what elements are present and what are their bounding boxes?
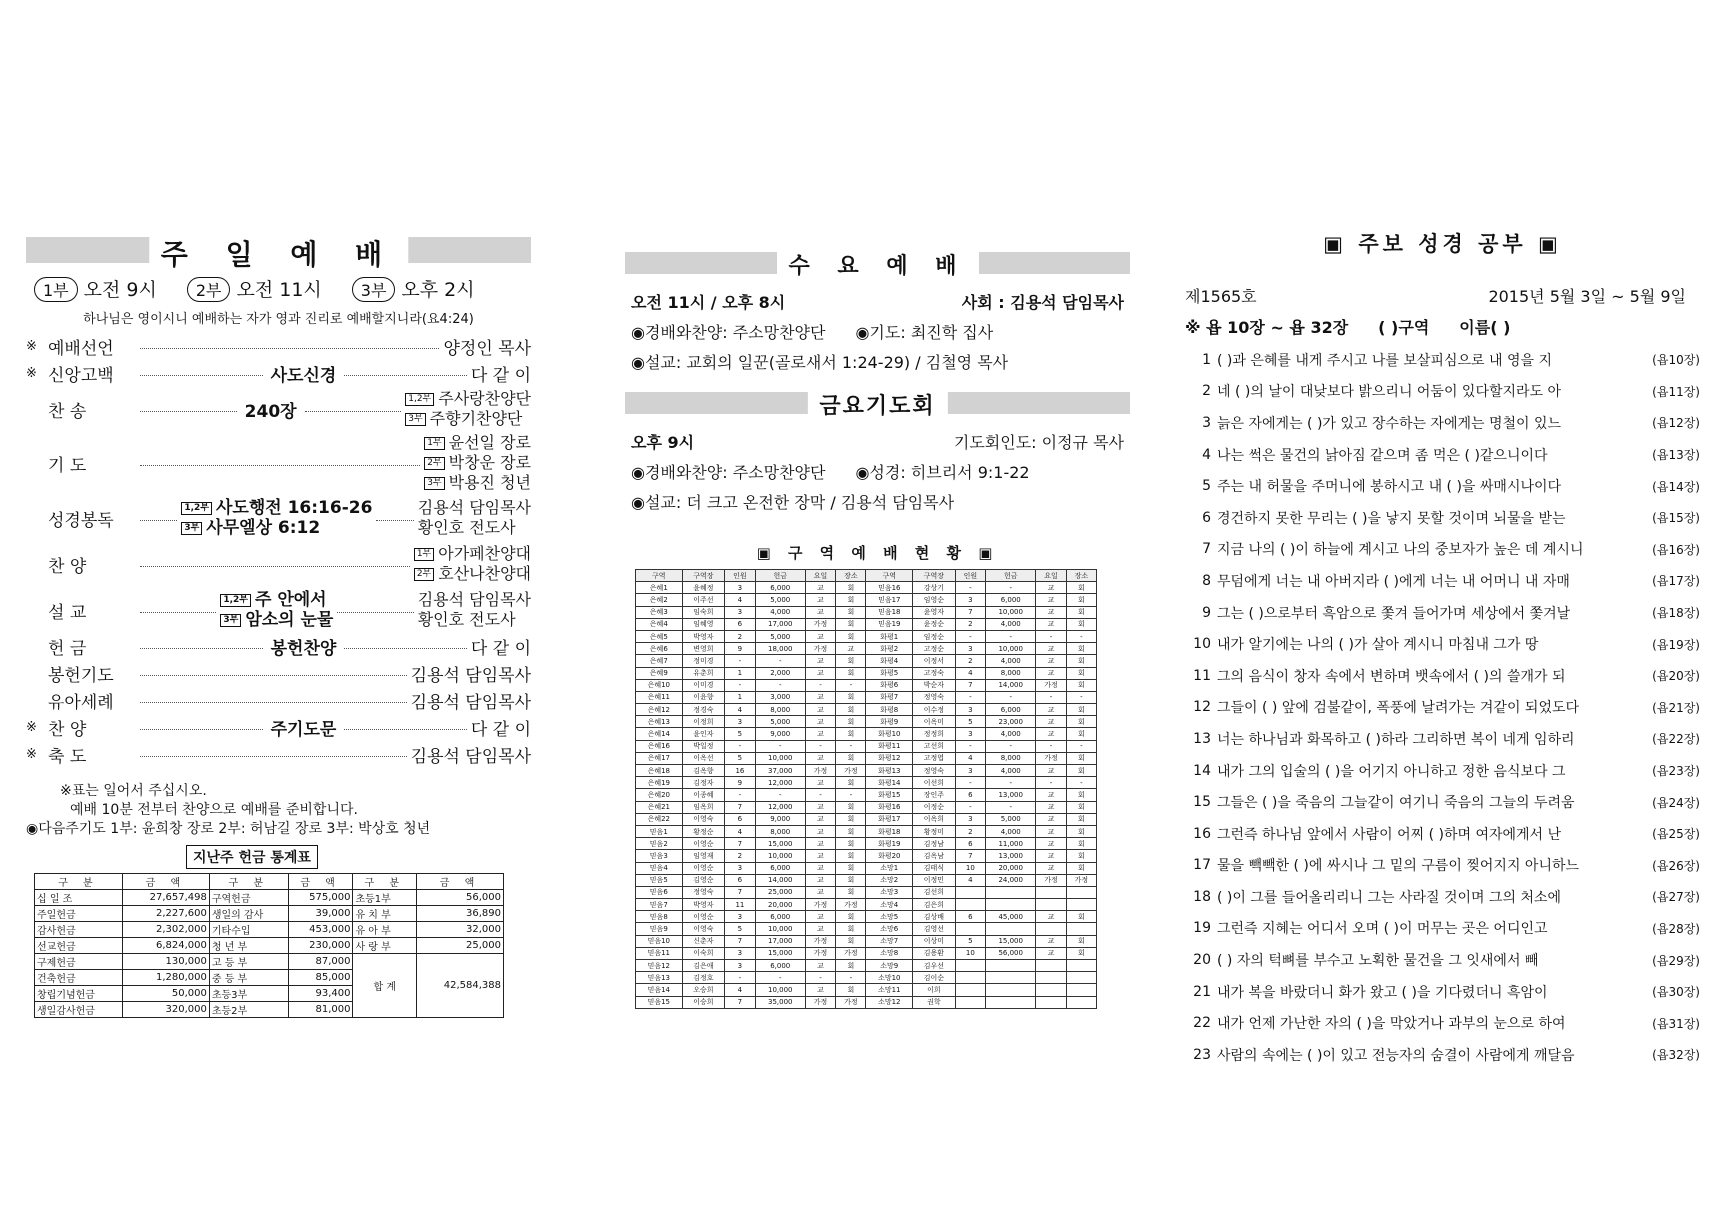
study-question: 17 물을 빽빽한 ( )에 싸시나 그 밑의 구름이 찢어지지 아니하느 (욥26장) xyxy=(1193,857,1700,875)
order-sermon: 설 교 1,2부 주 안에서 3부 암소의 눈물 김용석 담임목사 황인호 전도사 xyxy=(48,590,531,630)
district-row: 은혜4 임혜영 6 17,000 가정 회 믿음19 윤정순 2 4,000 교 회 xyxy=(636,618,1097,630)
study-question: 3 늙은 자에게는 ( )가 있고 장수하는 자에게는 명철이 있느 (욥12장) xyxy=(1202,414,1700,432)
district-row: 믿음7 박영자 11 20,000 가정 가정 소망4 김은희 xyxy=(636,899,1097,911)
prepare-note: 예배 10분 전부터 찬양으로 예배를 준비합니다. xyxy=(70,802,358,818)
offering-row: 생일감사헌금 320,000 초등2부 81,000 xyxy=(35,1002,504,1018)
district-row: 은혜5 박영자 2 5,000 교 회 화평1 임정순 - - - - xyxy=(636,630,1097,642)
study-question: 10 내가 알기에는 나의 ( )가 살아 계시니 마침내 그가 땅 (욥19장) xyxy=(1193,636,1700,654)
issue-number: 제1565호 xyxy=(1185,287,1257,306)
total-label: 합 계 xyxy=(353,954,417,1018)
district-row: 은혜1 윤혜정 3 6,000 교 회 믿음16 강상기 - - 교 회 xyxy=(636,582,1097,594)
service-time-2: 2부 오전 11시 xyxy=(187,275,322,302)
bible-study-title: ▣ 주보 성경 공부 ▣ xyxy=(1323,232,1562,256)
offering-table xyxy=(34,873,504,1018)
order-praise: 찬 양 1부 아가페찬양대 2부 호산나찬양대 xyxy=(48,544,531,583)
order-reading: 성경봉독 1,2부 사도행전 16:16-26 3부 사무엘상 6:12 김용석 담임목사 황인호 전도사 xyxy=(48,498,532,538)
order-prayer: 기 도 1부 윤선일 장로 2부 박창운 장로 3부 박용진 청년 xyxy=(48,433,531,492)
district-row: 믿음4 이영순 3 6,000 교 회 소망1 김태식 10 20,000 교 회 xyxy=(636,862,1097,874)
district-title: ▣ 구 역 예 배 현 황 ▣ xyxy=(756,544,999,562)
district-row: 은혜16 박일정 - - - - 화평11 고선희 - - - - xyxy=(636,740,1097,752)
district-row: 은혜12 정경숙 4 8,000 교 회 화평8 이수정 3 6,000 교 회 xyxy=(636,704,1097,716)
study-question: 15 그들은 ( )을 죽음의 그늘같이 여기니 죽음의 그늘의 두려움 (욥24장) xyxy=(1193,794,1700,812)
offering-row: 선교헌금 6,824,000 청 년 부 230,000 사 랑 부 25,000 xyxy=(35,938,504,954)
district-row: 은혜3 임숙희 3 4,000 교 회 믿음18 윤영자 7 10,000 교 회 xyxy=(636,606,1097,618)
next-prayer: ◉다음주기도 1부: 윤희창 장로 2부: 허남길 장로 3부: 박상호 청년 xyxy=(26,821,431,837)
study-question: 14 내가 그의 입술의 ( )을 어기지 아니하고 정한 음식보다 그 (욥23장) xyxy=(1193,762,1700,780)
study-question: 12 그들이 ( ) 앞에 검불같이, 폭풍에 날려가는 겨같이 되었도다 (욥21장) xyxy=(1193,699,1700,717)
offering-row: 구제헌금 130,000 고 등 부 87,000 합 계 42,584,388 xyxy=(35,954,504,970)
order-infant-baptism: 유아세례 김용석 담임목사 xyxy=(48,693,531,713)
district-row: 믿음14 오승희 4 10,000 교 회 소망11 이희 xyxy=(636,984,1097,996)
study-question: 13 너는 하나님과 화목하고 ( )하라 그리하면 복이 네게 임하리 (욥22장) xyxy=(1193,730,1700,748)
district-row: 은혜13 이정희 3 5,000 교 회 화평9 이옥미 5 23,000 교 회 xyxy=(636,716,1097,728)
bible-study-column xyxy=(1185,228,1700,1071)
study-question: 18 ( )이 그를 들어올리리니 그는 사라질 것이며 그의 처소에 (욥27장) xyxy=(1193,888,1700,906)
sunday-times xyxy=(34,275,531,302)
study-question: 5 주는 내 허물을 주머니에 봉하시고 내 ( )을 싸매시나이다 (욥14장) xyxy=(1202,478,1700,496)
district-header: 구역 구역장 인원 헌금 요일 장소 구역 구역장 인원 헌금 요일 장소 xyxy=(636,570,1097,582)
district-row: 은혜11 이윤향 1 3,000 교 회 화평7 정영숙 - - - - xyxy=(636,691,1097,703)
wednesday-title: 수 요 예 배 xyxy=(777,249,979,280)
district-row: 믿음10 신춘자 7 17,000 가정 회 소망7 이상미 5 15,000 교 회 xyxy=(636,935,1097,947)
study-question: 20 ( ) 자의 턱뼈를 부수고 노획한 물건을 그 잇새에서 빼 (욥29장) xyxy=(1193,952,1700,970)
study-question: 23 사람의 속에는 ( )이 있고 전능자의 숨결이 사람에게 깨달음 (욥32장) xyxy=(1193,1046,1700,1064)
district-row: 은혜9 유춘희 1 2,000 교 회 화평5 고정숙 4 8,000 교 회 xyxy=(636,667,1097,679)
sunday-service-column xyxy=(26,235,531,1018)
district-row: 믿음15 이승희 7 35,000 가정 가정 소망12 권학 xyxy=(636,996,1097,1008)
study-question: 8 무덤에게 너는 내 아버지라 ( )에게 너는 내 어머니 내 자매 (욥17장) xyxy=(1202,572,1700,590)
offering-row: 주일헌금 2,227,600 생일의 감사 39,000 유 치 부 36,890 xyxy=(35,906,504,922)
offering-row: 십 일 조 27,657,498 구역헌금 575,000 초등1부 56,000 xyxy=(35,890,504,906)
district-table xyxy=(635,569,1097,1009)
district-row: 믿음9 이영숙 5 10,000 교 회 소망6 김영선 xyxy=(636,923,1097,935)
offering-row: 창립기념헌금 50,000 초등3부 93,400 xyxy=(35,986,504,1002)
order-offering-prayer: 봉헌기도 김용석 담임목사 xyxy=(48,666,531,686)
friday-worship-row: ◉경배와찬양: 주소망찬양단 ◉성경: 히브리서 9:1-22 xyxy=(631,462,1030,482)
district-row: 믿음11 이숙희 3 15,000 가정 가정 소망8 김용환 10 56,000 교 회 xyxy=(636,947,1097,959)
offering-row: 감사헌금 2,302,000 기타수입 453,000 유 아 부 32,000 xyxy=(35,922,504,938)
study-question: 21 내가 복을 바랐더니 화가 왔고 ( )을 기다렸더니 흑암이 (욥30장) xyxy=(1193,983,1700,1001)
total-value: 42,584,388 xyxy=(417,954,504,1018)
district-blank: ( )구역 xyxy=(1378,318,1430,337)
district-row: 은혜6 변영희 9 18,000 가정 교 화평2 고정순 3 10,000 교 회 xyxy=(636,643,1097,655)
district-row: 은혜14 윤인자 5 9,000 교 회 화평10 정정희 3 4,000 교 회 xyxy=(636,728,1097,740)
friday-time-row: 오후 9시 기도회인도: 이정규 목사 xyxy=(631,432,1124,452)
study-question: 6 경건하지 못한 무리는 ( )을 낳지 못할 것이며 뇌물을 받는 (욥15장) xyxy=(1202,509,1700,527)
district-row: 은혜22 이영숙 6 9,000 교 회 화평17 이옥희 3 5,000 교 회 xyxy=(636,813,1097,825)
study-question: 19 그런즉 지혜는 어디서 오며 ( )이 머무는 곳은 어디인고 (욥28장) xyxy=(1193,920,1700,938)
offering-header: 구 분 금 액 구 분 금 액 구 분 금 액 xyxy=(35,874,504,890)
order-benediction: ※ 축 도 김용석 담임목사 xyxy=(26,747,531,767)
question-list xyxy=(1185,344,1700,1071)
issue-date: 2015년 5월 3일 ~ 5월 9일 xyxy=(1488,287,1686,306)
study-question: 4 나는 썩은 물건의 낡아짐 같으며 좀 먹은 ( )같으니이다 (욥13장) xyxy=(1202,446,1700,464)
friday-title: 금요기도회 xyxy=(807,389,947,420)
service-time-3: 3부 오후 2시 xyxy=(352,275,475,302)
offering-row: 건축헌금 1,280,000 중 등 부 85,000 xyxy=(35,970,504,986)
district-row: 은혜19 김정자 9 12,000 교 회 화평14 이선희 - - - - xyxy=(636,777,1097,789)
district-row: 믿음12 김은애 3 6,000 교 회 소망9 김우선 xyxy=(636,960,1097,972)
friday-title-bar xyxy=(625,390,1130,419)
study-question: 11 그의 음식이 창자 속에서 변하며 뱃속에서 ( )의 쓸개가 되 (욥20장) xyxy=(1193,667,1700,685)
wednesday-title-bar xyxy=(625,250,1130,279)
bible-study-header xyxy=(1185,284,1700,307)
district-row: 은혜17 이옥선 5 10,000 교 회 화평12 고정엽 4 8,000 가정 회 xyxy=(636,752,1097,764)
district-row: 믿음8 이영순 3 6,000 교 회 소망5 김상배 6 45,000 교 회 xyxy=(636,911,1097,923)
wednesday-time-row: 오전 11시 / 오후 8시 사회 : 김용석 담임목사 xyxy=(631,292,1124,312)
wednesday-worship-row: ◉경배와찬양: 주소망찬양단 ◉기도: 최진학 집사 xyxy=(631,322,994,342)
wednesday-sermon: ◉설교: 교회의 일꾼(골로새서 1:24-29) / 김철영 목사 xyxy=(631,352,1009,372)
district-row: 은혜18 김옥향 16 37,000 가정 가정 화평13 정영숙 3 4,000 교 회 xyxy=(636,765,1097,777)
order-creed: ※ 신앙고백 사도신경 다 같 이 xyxy=(26,366,531,386)
friday-sermon: ◉설교: 더 크고 온전한 장막 / 김용석 담임목사 xyxy=(631,492,955,512)
district-row: 믿음6 정영숙 7 25,000 교 회 소망3 김선희 xyxy=(636,886,1097,898)
sunday-title: 주 일 예 배 xyxy=(149,233,408,273)
study-question: 16 그런즉 하나님 앞에서 사람이 어찌 ( )하며 여자에게서 난 (욥25장) xyxy=(1193,825,1700,843)
sunday-title-bar xyxy=(26,235,531,271)
order-hymn: 찬 송 240장 1,2부 주사랑찬양단 3부 주향기찬양단 xyxy=(48,389,531,428)
study-question: 22 내가 언제 가난한 자의 ( )을 막았거나 과부의 눈으로 하여 (욥31장) xyxy=(1193,1015,1700,1033)
service-time-1: 1부 오전 9시 xyxy=(34,275,157,302)
study-range-row: ※ 욥 10장 ~ 욥 32장 ( )구역 이름( ) xyxy=(1185,315,1700,338)
district-row: 믿음3 임영재 2 10,000 교 회 화평20 김옥남 7 13,000 교 회 xyxy=(636,850,1097,862)
district-row: 은혜20 이종혜 - - - - 화평15 장인주 6 13,000 교 회 xyxy=(636,789,1097,801)
weekday-services-column xyxy=(625,250,1130,1009)
district-row: 믿음2 이영순 7 15,000 교 회 화평19 김정남 6 11,000 교 회 xyxy=(636,838,1097,850)
study-question: 1 ( )과 은혜를 내게 주시고 나를 보살피심으로 내 영을 지 (욥10장) xyxy=(1202,351,1700,369)
order-call: ※ 예배선언 양정인 목사 xyxy=(26,339,531,359)
study-question: 7 지금 나의 ( )이 하늘에 계시고 나의 중보자가 높은 데 계시니 (욥16장) xyxy=(1202,541,1700,559)
district-row: 은혜2 이주선 4 5,000 교 회 믿음17 임영순 3 6,000 교 회 xyxy=(636,594,1097,606)
district-row: 믿음13 김정호 - - - - 소망10 김이순 xyxy=(636,972,1097,984)
district-row: 은혜21 임옥희 7 12,000 교 회 화평16 이정순 - - 교 회 xyxy=(636,801,1097,813)
study-question: 9 그는 ( )으로부터 흑암으로 쫓겨 들어가며 세상에서 쫓겨날 (욥18장) xyxy=(1202,604,1700,622)
sunday-verse: 하나님은 영이시니 예배하는 자가 영과 진리로 예배할지니라(요4:24) xyxy=(83,312,474,327)
study-question: 2 네 ( )의 날이 대낮보다 밝으리니 어둠이 있다할지라도 아 (욥11장) xyxy=(1202,383,1700,401)
district-row: 은혜10 이미경 - - - - 화평6 박순자 7 14,000 가정 회 xyxy=(636,679,1097,691)
offering-table-title: 지난주 헌금 통계표 xyxy=(186,845,318,869)
district-row: 믿음1 황정순 4 8,000 교 회 화평18 황정미 2 4,000 교 회 xyxy=(636,825,1097,837)
order-offering: 헌 금 봉헌찬양 다 같 이 xyxy=(48,639,531,659)
name-blank: 이름( ) xyxy=(1459,318,1511,337)
order-praise-2: ※ 찬 양 주기도문 다 같 이 xyxy=(26,720,531,740)
district-row: 믿음5 김영순 6 14,000 교 회 소망2 이정민 4 24,000 가정 가정 xyxy=(636,874,1097,886)
stand-note: ※표는 일어서 주십시오. xyxy=(60,783,207,799)
district-row: 은혜7 정미경 - - 교 회 화평4 이정서 2 4,000 교 회 xyxy=(636,655,1097,667)
